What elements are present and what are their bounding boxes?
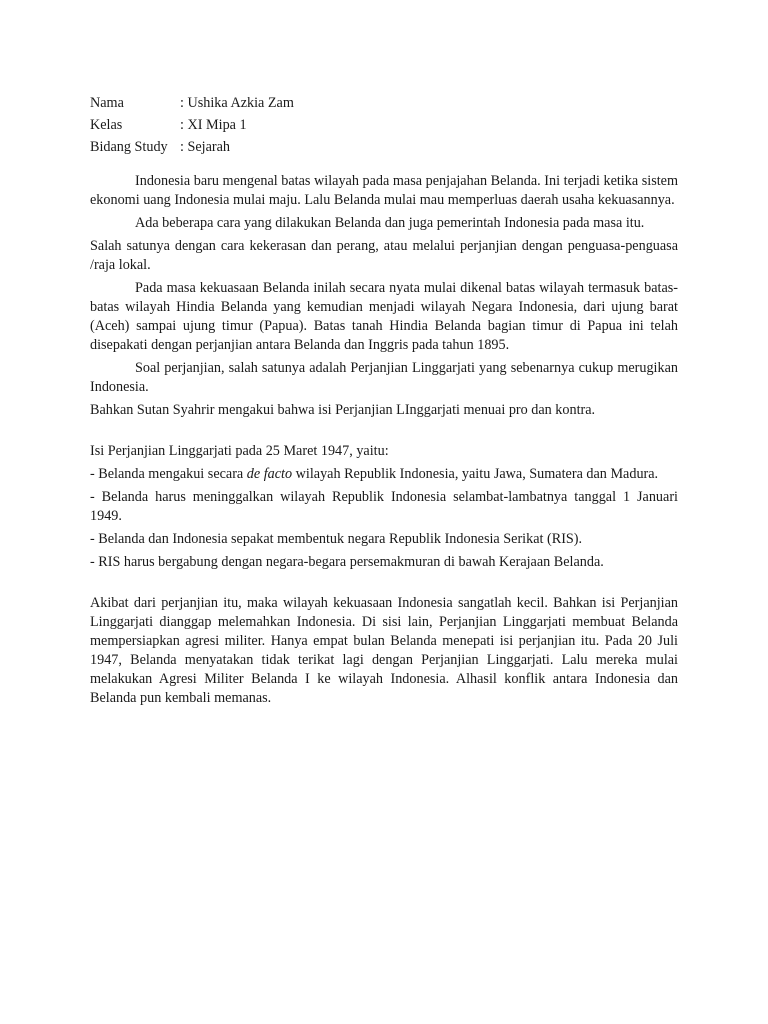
name-label: Nama (90, 95, 124, 111)
subject-value: : Sejarah (180, 139, 231, 155)
name-value: : Ushika Azkia Zam (180, 95, 294, 111)
subject-row (90, 136, 678, 158)
paragraph-6: Bahkan Sutan Syahrir mengakui bahwa isi Perjanjian LInggarjati menuai pro dan kontra. (90, 402, 596, 418)
paragraph-4: Pada masa kekuasaan Belanda inilah secara nyata mulai dikenal batas wilayah termasuk batas-batas wilayah Hindia Belanda yang kemudian menjadi wilayah Negara Indonesia, dari ujung barat (Aceh) sampai ujung timur (Papua). Batas tanah Hindia Belanda bagian timur di Papua ini telah disepakati dengan perjanjian antara Belanda dan Inggris pada tahun 1895. (90, 280, 678, 353)
agreement-item-3: - Belanda dan Indonesia sepakat membentuk negara Republik Indonesia Serikat (RIS). (90, 531, 583, 547)
agreement-item-4: - RIS harus bergabung dengan negara-begara persemakmuran di bawah Kerajaan Belanda. (90, 554, 604, 570)
paragraph-2: Ada beberapa cara yang dilakukan Belanda dan juga pemerintah Indonesia pada masa itu. (135, 215, 645, 231)
name-row (90, 92, 678, 114)
student-info (90, 92, 678, 158)
class-value: : XI Mipa 1 (180, 117, 247, 133)
class-label: Kelas (90, 117, 123, 133)
paragraph-3: Salah satunya dengan cara kekerasan dan perang, atau melalui perjanjian dengan penguasa-penguasa /raja lokal. (90, 238, 678, 273)
class-row (90, 114, 678, 136)
agreement-item-2: - Belanda harus meninggalkan wilayah Republik Indonesia selambat-lambatnya tanggal 1 Januari 1949. (90, 489, 678, 524)
agreement-item-1-italic: de facto (246, 466, 293, 482)
conclusion-paragraph: Akibat dari perjanjian itu, maka wilayah kekuasaan Indonesia sangatlah kecil. Bahkan isi Perjanjian Linggarjati dianggap melemahkan Indonesia. Di sisi lain, Perjanjian Linggarjati membuat Belanda mempersiapkan agresi militer. Hanya empat bulan Belanda menepati isi perjanjian itu. Pada 20 Juli 1947, Belanda menyatakan tidak terikat lagi dengan Perjanjian Linggarjati. Lalu mereka mulai melakukan Agresi Militer Belanda I ke wilayah Indonesia. Alhasil konflik antara Indonesia dan Belanda pun kembali memanas. (90, 595, 678, 706)
agreement-item-1-pre: - Belanda mengakui secara (90, 466, 247, 482)
paragraph-1: Indonesia baru mengenal batas wilayah pada masa penjajahan Belanda. Ini terjadi ketika sistem ekonomi uang Indonesia mulai maju. Lalu Belanda mulai mau memperluas daerah usaha kekuasannya. (90, 173, 678, 208)
document-page (90, 92, 678, 712)
paragraph-5: Soal perjanjian, salah satunya adalah Perjanjian Linggarjati yang sebenarnya cukup merugikan Indonesia. (90, 360, 678, 395)
agreement-intro: Isi Perjanjian Linggarjati pada 25 Maret 1947, yaitu: (90, 443, 389, 459)
agreement-item-1-post: wilayah Republik Indonesia, yaitu Jawa, Sumatera dan Madura. (292, 466, 659, 482)
subject-label: Bidang Study (90, 139, 168, 155)
agreement-item-1 (90, 465, 678, 484)
